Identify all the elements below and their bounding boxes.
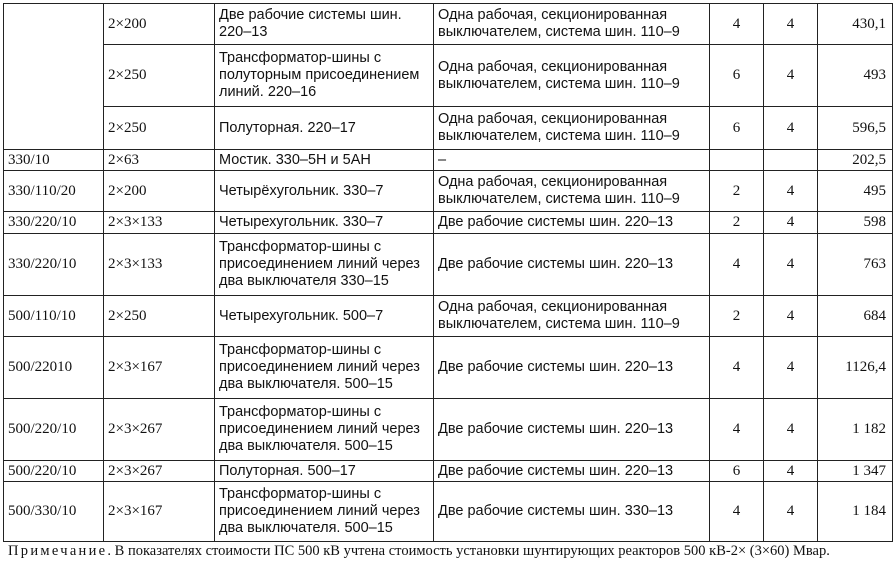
voltage-cell: 330/110/20 [4,171,104,212]
cost-cell: 430,1 [818,4,893,45]
count-cell-1: 6 [710,107,764,150]
hv-scheme-cell: Четырехугольник. 330–7 [215,212,434,234]
power-cell: 2×63 [104,150,215,171]
hv-scheme-cell: Полуторная. 220–17 [215,107,434,150]
cost-cell: 202,5 [818,150,893,171]
count-cell-1: 4 [710,337,764,399]
mv-scheme-cell: Две рабочие системы шин. 220–13 [434,337,710,399]
cost-cell: 763 [818,234,893,296]
mv-scheme-cell: Две рабочие системы шин. 220–13 [434,212,710,234]
hv-scheme-cell: Мостик. 330–5Н и 5АН [215,150,434,171]
mv-scheme-cell: Одна рабочая, секционированная выключателем, система шин. 110–9 [434,296,710,337]
cost-cell: 1 347 [818,461,893,482]
hv-scheme-cell: Трансформатор-шины с присоединением линий через два выключателя 330–15 [215,234,434,296]
power-cell: 2×3×267 [104,399,215,461]
cost-cell: 1 182 [818,399,893,461]
mv-scheme-cell: Две рабочие системы шин. 220–13 [434,234,710,296]
count-cell-2: 4 [764,45,818,107]
substation-cost-table [3,3,893,542]
cost-cell: 1126,4 [818,337,893,399]
count-cell-2: 4 [764,212,818,234]
table-row [4,150,893,171]
voltage-cell: 500/330/10 [4,482,104,542]
table-footnote [8,543,830,560]
power-cell: 2×200 [104,171,215,212]
cost-cell: 1 184 [818,482,893,542]
power-cell: 2×3×267 [104,461,215,482]
hv-scheme-cell: Трансформатор-шины с полуторным присоединением линий. 220–16 [215,45,434,107]
mv-scheme-cell: Две рабочие системы шин. 330–13 [434,482,710,542]
hv-scheme-cell: Две рабочие системы шин. 220–13 [215,4,434,45]
cost-cell: 493 [818,45,893,107]
table-row [4,212,893,234]
table-row [4,337,893,399]
hv-scheme-cell: Четырехугольник. 500–7 [215,296,434,337]
power-cell: 2×250 [104,45,215,107]
mv-scheme-cell: Две рабочие системы шин. 220–13 [434,461,710,482]
table-row [4,399,893,461]
count-cell-2: 4 [764,399,818,461]
table-row [4,107,893,150]
power-cell: 2×3×167 [104,482,215,542]
mv-scheme-cell: – [434,150,710,171]
voltage-cell: 500/110/10 [4,296,104,337]
power-cell: 2×3×133 [104,234,215,296]
table-row [4,296,893,337]
count-cell-2: 4 [764,171,818,212]
hv-scheme-cell: Трансформатор-шины с присоединением линий через два выключателя. 500–15 [215,399,434,461]
count-cell-1: 4 [710,234,764,296]
count-cell-2: 4 [764,482,818,542]
count-cell-1: 2 [710,296,764,337]
voltage-cell: 500/220/10 [4,461,104,482]
mv-scheme-cell: Одна рабочая, секционированная выключателем, система шин. 110–9 [434,107,710,150]
table-row [4,45,893,107]
table-row [4,482,893,542]
count-cell-2: 4 [764,461,818,482]
count-cell-2 [764,150,818,171]
footnote-label: Примечание [8,543,108,559]
cost-cell: 598 [818,212,893,234]
mv-scheme-cell: Две рабочие системы шин. 220–13 [434,399,710,461]
voltage-cell: 330/220/10 [4,234,104,296]
power-cell: 2×3×133 [104,212,215,234]
hv-scheme-cell: Трансформатор-шины с присоединением линий через два выключателя. 500–15 [215,337,434,399]
hv-scheme-cell: Трансформатор-шины с присоединением линий через два выключателя. 500–15 [215,482,434,542]
power-cell: 2×250 [104,296,215,337]
count-cell-1 [710,150,764,171]
hv-scheme-cell: Четырёхугольник. 330–7 [215,171,434,212]
count-cell-2: 4 [764,4,818,45]
mv-scheme-cell: Одна рабочая, секционированная выключателем, система шин. 110–9 [434,45,710,107]
count-cell-1: 2 [710,171,764,212]
mv-scheme-cell: Одна рабочая, секционированная выключателем, система шин. 110–9 [434,4,710,45]
cost-cell: 684 [818,296,893,337]
table-row [4,234,893,296]
voltage-cell [4,4,104,150]
count-cell-1: 2 [710,212,764,234]
table-row [4,171,893,212]
voltage-cell: 330/10 [4,150,104,171]
count-cell-1: 6 [710,461,764,482]
power-cell: 2×200 [104,4,215,45]
table-row [4,461,893,482]
count-cell-1: 4 [710,482,764,542]
count-cell-1: 4 [710,4,764,45]
voltage-cell: 500/22010 [4,337,104,399]
footnote-text: . В показателях стоимости ПС 500 кВ учтена стоимость установки шунтирующих реакторов 500 кВ-2× (3×60) Мвар. [107,543,830,559]
count-cell-1: 6 [710,45,764,107]
voltage-cell: 330/220/10 [4,212,104,234]
voltage-cell: 500/220/10 [4,399,104,461]
cost-cell: 596,5 [818,107,893,150]
count-cell-2: 4 [764,337,818,399]
mv-scheme-cell: Одна рабочая, секционированная выключателем, система шин. 110–9 [434,171,710,212]
count-cell-2: 4 [764,234,818,296]
count-cell-2: 4 [764,107,818,150]
power-cell: 2×3×167 [104,337,215,399]
power-cell: 2×250 [104,107,215,150]
hv-scheme-cell: Полуторная. 500–17 [215,461,434,482]
cost-cell: 495 [818,171,893,212]
count-cell-2: 4 [764,296,818,337]
table-row [4,4,893,45]
count-cell-1: 4 [710,399,764,461]
